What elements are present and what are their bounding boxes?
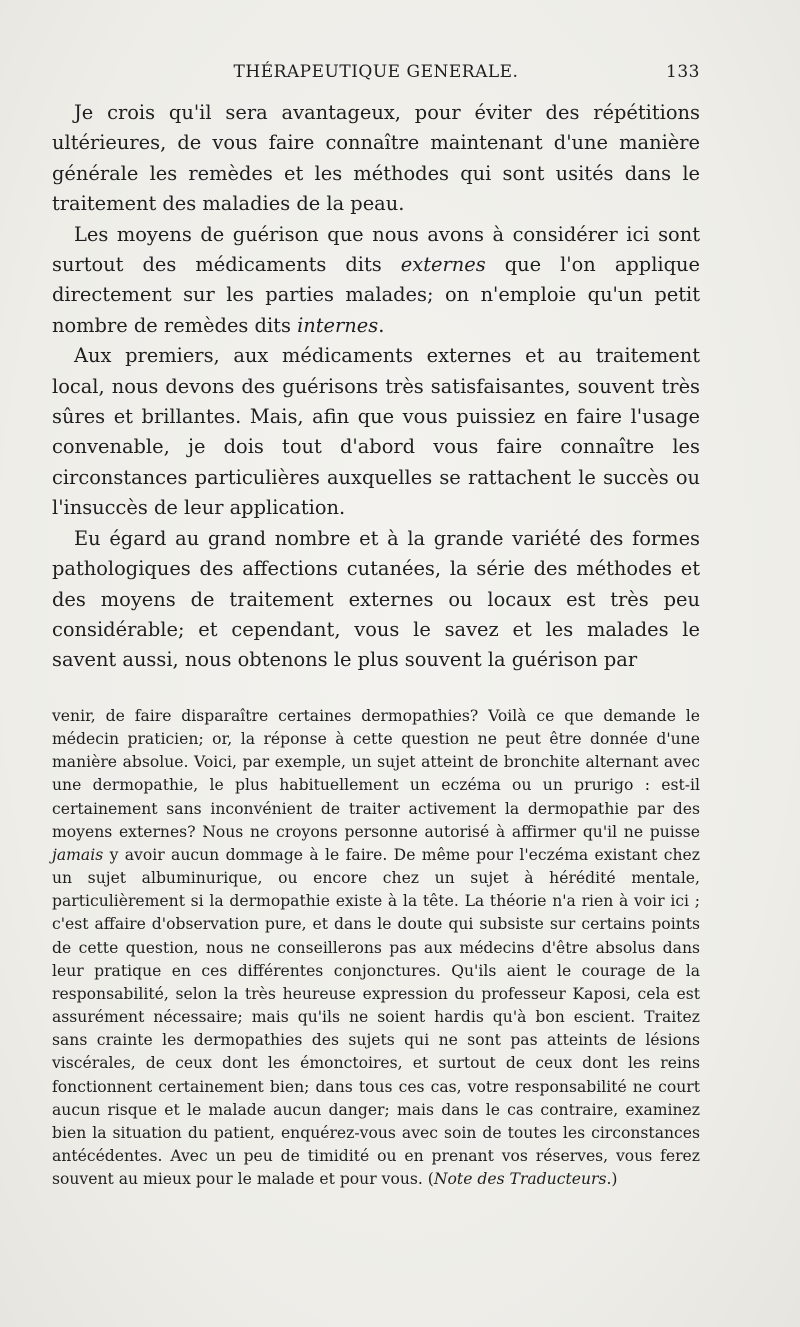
term-internes: internes: [297, 313, 379, 337]
page-number: 133: [666, 62, 700, 82]
footnote-term-jamais: jamais: [52, 845, 104, 864]
paragraph-2-text-b: que l'on applique directement sur les parties malades; on n'emploie qu'un petit nombre de remèdes dits: [52, 253, 700, 337]
paragraph-4: Eu égard au grand nombre et à la grande variété des formes pathologiques des affections cutanées, la série des méthodes et des moyens de traitement externes ou locaux est très peu considérable; et cependant, vous le savez et les malades le savent aussi, nous obtenons le plus souvent la guérison par: [52, 526, 700, 672]
footnote-paragraph: [52, 705, 700, 1191]
term-externes: externes: [400, 253, 486, 277]
footnote-text-b: y avoir aucun dommage à le faire. De même pour l'eczéma existant chez un sujet albuminurique, ou encore chez un sujet à hérédité mentale, particulièrement si la dermopathie existe à la tête. La théorie n'a rien à voir ici ; c'est affaire d'observation pure, et dans le doute qui subsiste sur certains points de cette question, nous ne conseillerons pas aux médecins d'être absolus dans leur pratique en ces différentes conjonctures. Qu'ils aient le courage de la responsabilité, selon la très heureuse expression du professeur Kaposi, cela est assurément nécessaire; mais qu'ils ne soient hardis qu'à bon escient. Traitez sans crainte les dermopathies des sujets qui ne sont pas atteints de lésions viscérales, de ceux dont les émonctoires, et surtout de ceux dont les reins fonctionnent certainement bien; dans tous ces cas, votre responsabilité ne court aucun risque et le malade aucun danger; mais dans le cas contraire, examinez bien la situation du patient, enquérez-vous avec soin de toutes les circonstances antécédentes. Avec un peu de timidité ou en prenant vos réserves, vous ferez souvent au mieux pour le malade et pour vous. (: [52, 845, 700, 1189]
paragraph-2: [52, 220, 700, 342]
running-title: THÉRAPEUTIQUE GENERALE.: [233, 62, 519, 82]
paragraph-2-text-a: Les moyens de guérison que nous avons à considérer ici sont surtout des médicaments dits: [52, 222, 700, 277]
main-text: [52, 98, 700, 676]
paragraph-1: Je crois qu'il sera avantageux, pour éviter des répétitions ultérieures, de vous faire connaître maintenant d'une manière générale les remèdes et les méthodes qui sont usités dans le traitement des maladies de la peau.: [52, 101, 700, 216]
footnote-text-c: .): [606, 1170, 618, 1189]
footnote: [52, 705, 700, 1191]
paragraph-2-text-c: .: [378, 313, 385, 337]
paragraph-3: Aux premiers, aux médicaments externes et au traitement local, nous devons des guérisons très satisfaisantes, souvent très sûres et brillantes. Mais, afin que vous puissiez en faire l'usage convenable, je dois tout d'abord vous faire connaître les circonstances particulières auxquelles se rattachent le succès ou l'insuccès de leur application.: [52, 344, 700, 520]
running-header: [52, 62, 700, 86]
footnote-attribution: Note des Traducteurs: [433, 1170, 607, 1189]
footnote-text-a: venir, de faire disparaître certaines dermopathies? Voilà ce que demande le médecin praticien; or, la réponse à cette question ne peut être donnée d'une manière absolue. Voici, par exemple, un sujet atteint de bronchite alternant avec une dermopathie, le plus habituellement un eczéma ou un prurigo : est-il certainement sans inconvénient de traiter activement la dermopathie par des moyens externes? Nous ne croyons personne autorisé à affirmer qu'il ne puisse: [52, 707, 700, 841]
